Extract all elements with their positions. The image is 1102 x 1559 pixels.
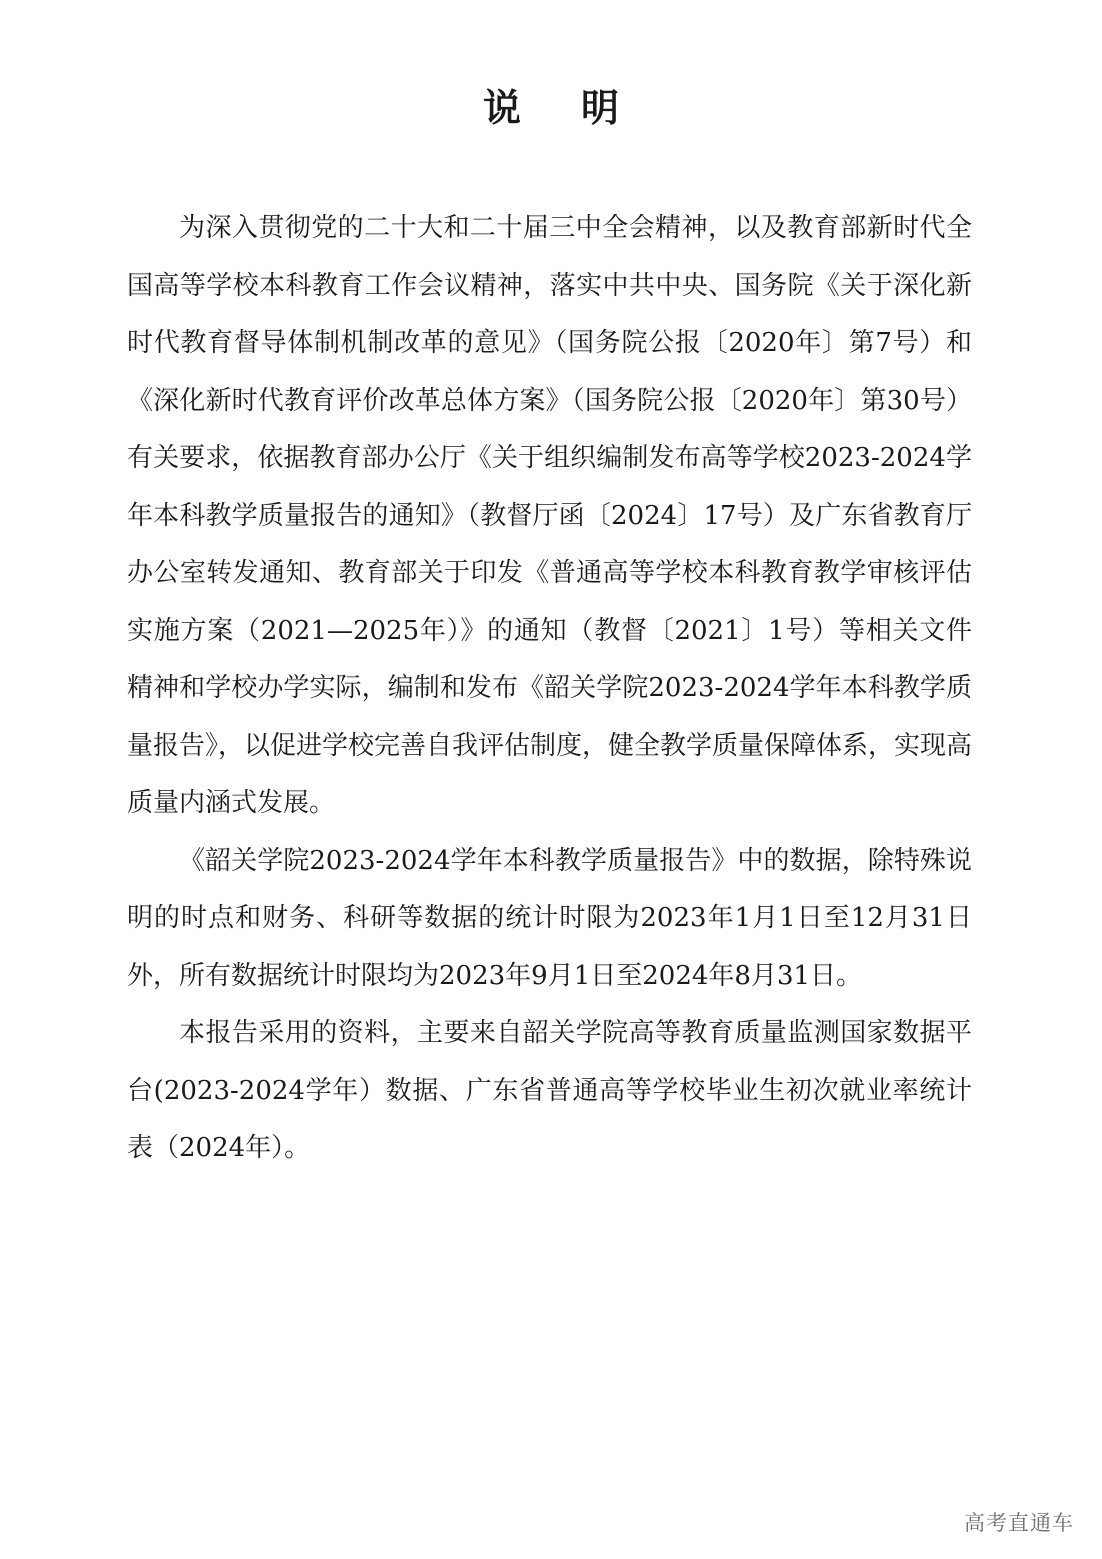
watermark-text: 高考直通车 [964,1511,1074,1535]
document-body [127,200,972,1178]
paragraph-data-period: 《韶关学院2023-2024学年本科教学质量报告》中的数据，除特殊说明的时点和财务、科研等数据的统计时限为2023年1月1日至12月31日外，所有数据统计时限均为2023年9月1日至2024年8月31日。 [127,845,972,991]
paragraph-purpose: 为深入贯彻党的二十大和二十届三中全会精神，以及教育部新时代全国高等学校本科教育工作会议精神，落实中共中央、国务院《关于深化新时代教育督导体制机制改革的意见》（国务院公报〔2020年〕第7号）和《深化新时代教育评价改革总体方案》（国务院公报〔2020年〕第30号）有关要求，依据教育部办公厅《关于组织编制发布高等学校2023-2024学年本科教学质量报告的通知》（教督厅函〔2024〕17号）及广东省教育厅办公室转发通知、教育部关于印发《普通高等学校本科教育教学审核评估实施方案（2021—2025年）》的通知（教督〔2021〕1号）等相关文件精神和学校办学实际，编制和发布《韶关学院2023-2024学年本科教学质量报告》，以促进学校完善自我评估制度，健全教学质量保障体系，实现高质量内涵式发展。 [127,213,973,818]
paragraph-data-source: 本报告采用的资料，主要来自韶关学院高等教育质量监测国家数据平台(2023-2024学年）数据、广东省普通高等学校毕业生初次就业率统计表（2024年）。 [127,1018,972,1163]
page-title: 说明 [482,85,679,130]
